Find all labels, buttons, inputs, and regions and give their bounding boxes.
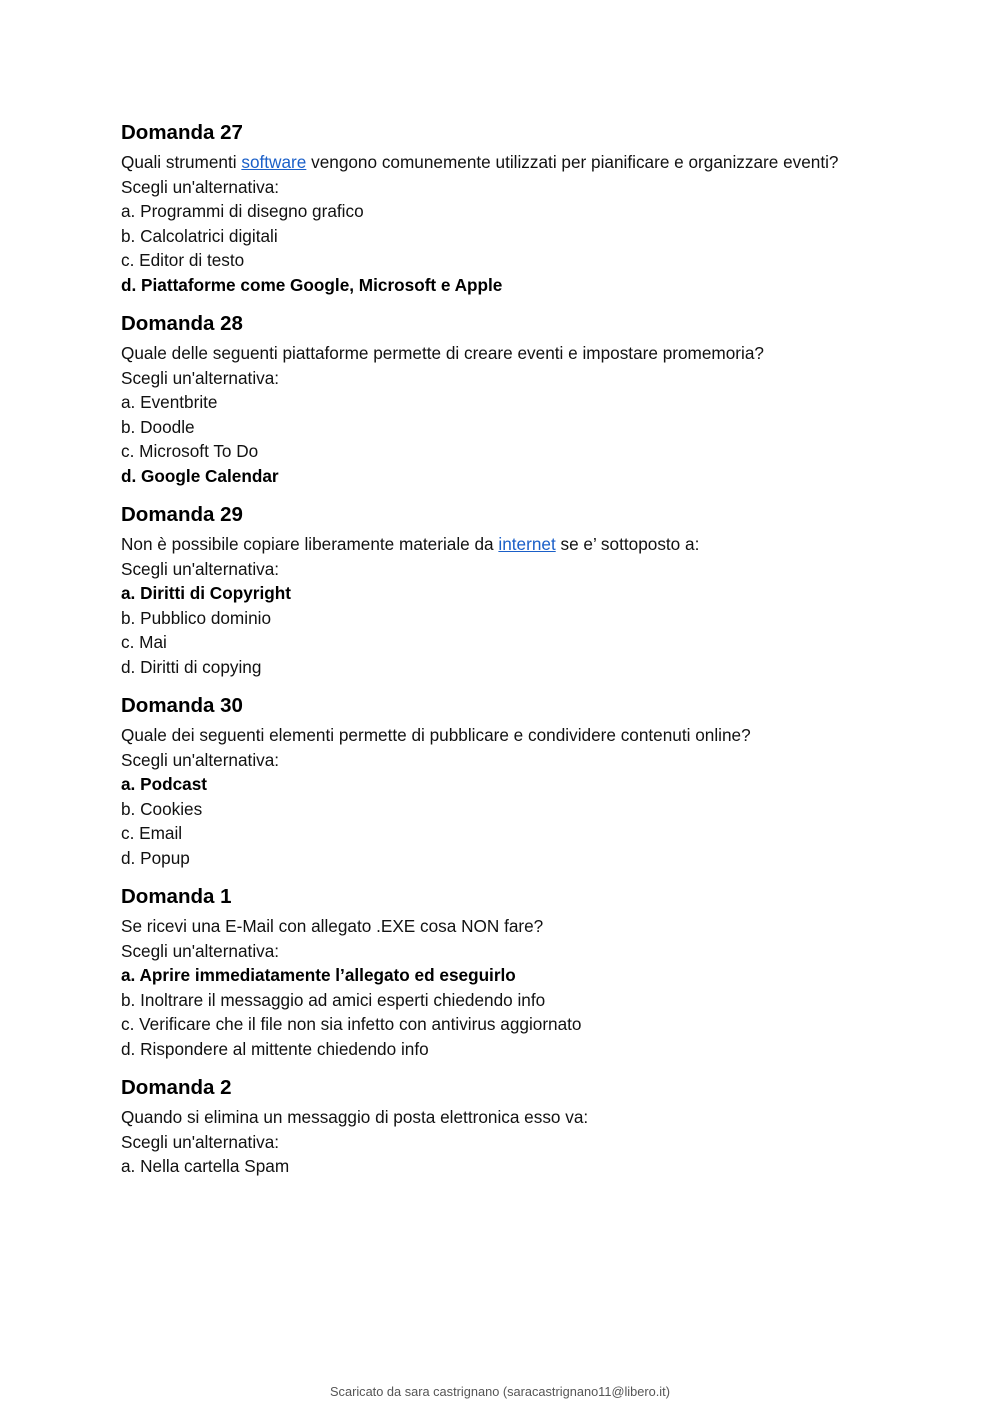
download-footer: Scaricato da sara castrignano (saracastrignano11@libero.it) — [330, 1384, 670, 1399]
option-b: b. Calcolatrici digitali — [121, 225, 278, 246]
option-a-correct: a. Aprire immediatamente l’allegato ed eseguirlo — [121, 965, 516, 985]
question-prompt: Scegli un'alternativa: — [121, 176, 280, 197]
question-1 — [121, 882, 881, 1061]
question-text-before: Non è possibile copiare liberamente materiale da — [121, 534, 499, 554]
option-d: d. Rispondere al mittente chiedendo info — [121, 1038, 429, 1059]
option-c: c. Mai — [121, 632, 167, 652]
question-2 — [121, 1073, 881, 1179]
option-c: c. Editor di testo — [121, 250, 245, 270]
question-28 — [121, 309, 881, 488]
internet-link[interactable]: internet — [498, 534, 556, 554]
question-text: Quale delle seguenti piattaforme permette di creare eventi e impostare promemoria? — [121, 343, 764, 363]
question-title: Domanda 2 — [121, 1076, 232, 1099]
question-text: Se ricevi una E-Mail con allegato .EXE cosa NON fare? — [121, 916, 544, 936]
question-text — [121, 532, 881, 557]
question-prompt: Scegli un'alternativa: — [121, 1131, 280, 1152]
software-link[interactable]: software — [241, 152, 307, 172]
option-b: b. Inoltrare il messaggio ad amici esperti chiedendo info — [121, 989, 546, 1010]
question-text: Quale dei seguenti elementi permette di pubblicare e condividere contenuti online? — [121, 725, 751, 745]
option-d: d. Popup — [121, 847, 190, 868]
option-c: c. Microsoft To Do — [121, 441, 259, 461]
question-27 — [121, 118, 881, 297]
option-a: a. Eventbrite — [121, 392, 218, 412]
question-prompt: Scegli un'alternativa: — [121, 367, 280, 388]
option-a: a. Nella cartella Spam — [121, 1156, 290, 1176]
question-title: Domanda 28 — [121, 312, 243, 335]
question-text-after: se e’ sottoposto a: — [555, 534, 700, 554]
question-title: Domanda 1 — [121, 885, 232, 908]
option-c: c. Verificare che il file non sia infetto con antivirus aggiornato — [121, 1014, 582, 1034]
option-d-correct: d. Piattaforme come Google, Microsoft e Apple — [121, 274, 503, 295]
option-d: d. Diritti di copying — [121, 656, 262, 677]
question-prompt: Scegli un'alternativa: — [121, 749, 280, 770]
question-29 — [121, 500, 881, 679]
option-b: b. Doodle — [121, 416, 195, 437]
document-body — [121, 118, 881, 1179]
question-title: Domanda 29 — [121, 503, 243, 526]
question-text-before: Quali strumenti — [121, 152, 242, 172]
question-prompt: Scegli un'alternativa: — [121, 940, 280, 961]
question-text-after: vengono comunemente utilizzati per pianificare e organizzare eventi? — [306, 152, 839, 172]
option-b: b. Pubblico dominio — [121, 607, 272, 628]
option-d-correct: d. Google Calendar — [121, 465, 279, 486]
option-c: c. Email — [121, 823, 183, 843]
option-a-correct: a. Diritti di Copyright — [121, 583, 291, 603]
question-prompt: Scegli un'alternativa: — [121, 558, 280, 579]
question-text — [121, 150, 881, 175]
question-text: Quando si elimina un messaggio di posta elettronica esso va: — [121, 1107, 589, 1127]
option-a-correct: a. Podcast — [121, 774, 207, 794]
question-30 — [121, 691, 881, 870]
option-b: b. Cookies — [121, 798, 203, 819]
option-a: a. Programmi di disegno grafico — [121, 201, 364, 221]
question-title: Domanda 27 — [121, 121, 243, 144]
question-title: Domanda 30 — [121, 694, 243, 717]
